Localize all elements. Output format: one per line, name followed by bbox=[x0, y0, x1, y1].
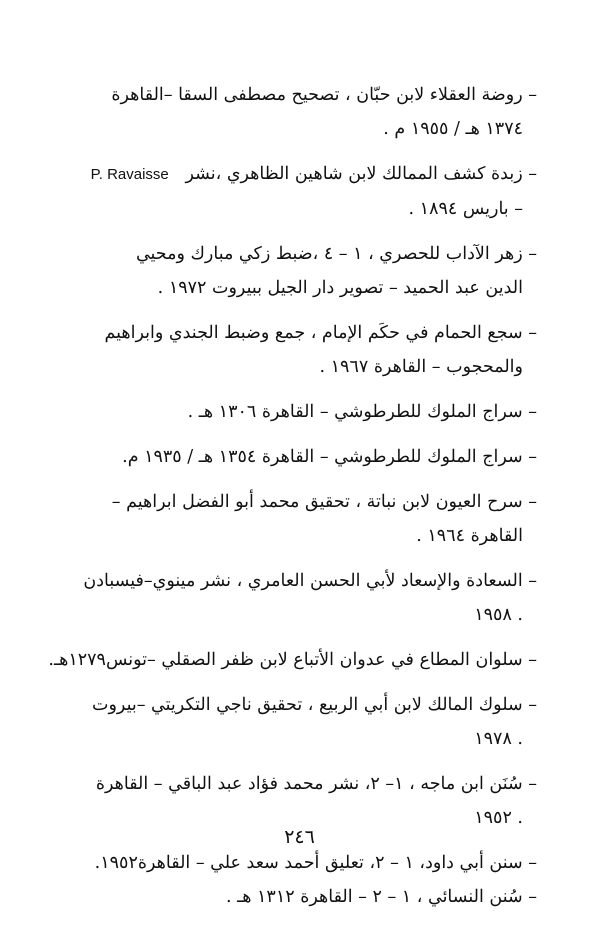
bibliography-entry bbox=[48, 643, 537, 677]
bibliography-entry bbox=[70, 846, 537, 880]
bibliography-entry bbox=[70, 485, 537, 553]
entry-line: – سلوان المطاع في عدوان الأتباع لابن ظفر الصقلي –تونس١٢٧٩هـ. bbox=[48, 650, 537, 670]
entry-line: – باريس ١٨٩٤ . bbox=[408, 199, 523, 219]
entry-line: – سُنن النسائي ، ١ – ٢ – القاهرة ١٣١٢ هـ . bbox=[225, 887, 537, 907]
entry-line: – سلوك المالك لابن أبي الربيع ، تحقيق ناجي التكريتي –بيروت bbox=[92, 695, 537, 715]
entry-line: – سجع الحمام في حكَم الإمام ، جمع وضبط الجندي وابراهيم bbox=[104, 323, 537, 343]
bibliography-entry bbox=[70, 157, 537, 226]
bibliography-entry bbox=[70, 767, 537, 835]
entry-line: ١٣٧٤ هـ / ١٩٥٥ م . bbox=[383, 119, 523, 139]
entry-line: – سراج الملوك للطرطوشي – القاهرة ١٣٥٤ هـ / ١٩٣٥ م. bbox=[122, 447, 537, 467]
bibliography-entry bbox=[70, 688, 537, 756]
entry-line: . ١٩٧٨ bbox=[474, 729, 523, 749]
entry-line: . ١٩٥٨ bbox=[474, 605, 523, 625]
publisher-latin-name: P. Ravaisse bbox=[90, 166, 169, 183]
entry-line: القاهرة ١٩٦٤ . bbox=[416, 526, 523, 546]
bibliography-entry bbox=[70, 395, 537, 429]
entry-line: الدين عبد الحميد – تصوير دار الجيل ببيروت ١٩٧٢ . bbox=[157, 278, 523, 298]
entry-line: . ١٩٥٢ bbox=[474, 808, 523, 828]
bibliography-entry bbox=[70, 237, 537, 305]
bibliography-entry bbox=[70, 880, 537, 914]
bibliography-entry bbox=[70, 440, 537, 474]
bibliography-entry bbox=[70, 564, 537, 632]
entry-line: – السعادة والإسعاد لأبي الحسن العامري ، نشر مينوي–فيسبادن bbox=[83, 571, 537, 591]
entry-line-text: – زبدة كشف الممالك لابن شاهين الظاهري ،نشر bbox=[185, 164, 537, 184]
entry-line: – زهر الآداب للحصري ، ١ – ٤ ،ضبط زكي مبارك ومحيي bbox=[135, 244, 537, 264]
entry-line: – روضة العقلاء لابن حبّان ، تصحيح مصطفى السقا –القاهرة bbox=[111, 85, 537, 105]
entry-line: – سرح العيون لابن نباتة ، تحقيق محمد أبو الفضل ابراهيم – bbox=[111, 492, 537, 512]
entry-line: والمحجوب – القاهرة ١٩٦٧ . bbox=[319, 357, 523, 377]
entry-line: – سنن أبي داود، ١ – ٢، تعليق أحمد سعد علي – القاهرة١٩٥٢. bbox=[94, 853, 537, 873]
bibliography-entry bbox=[70, 78, 537, 146]
bibliography-list bbox=[48, 78, 537, 925]
entry-line bbox=[70, 157, 537, 192]
entry-line: – سراج الملوك للطرطوشي – القاهرة ١٣٠٦ هـ . bbox=[187, 402, 537, 422]
bibliography-entry bbox=[70, 316, 537, 384]
entry-line: – سُنَن ابن ماجه ، ١– ٢، نشر محمد فؤاد عبد الباقي – القاهرة bbox=[95, 774, 537, 794]
page-number: ٢٤٦ bbox=[284, 826, 315, 848]
